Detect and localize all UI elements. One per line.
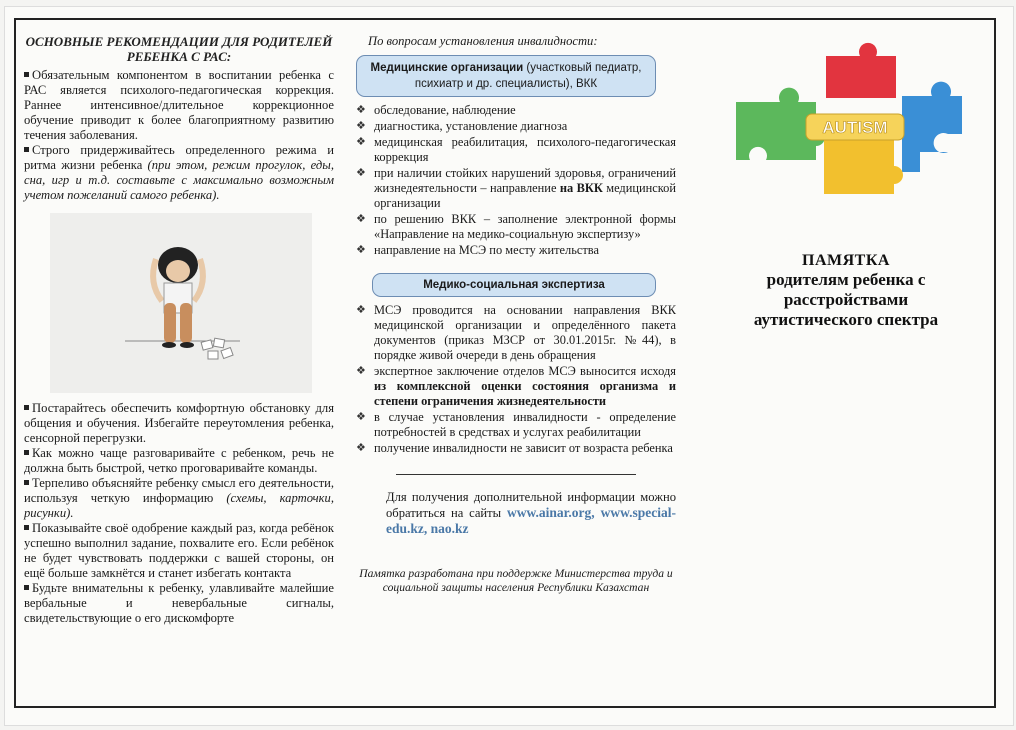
paragraph-2: Строго придерживайтесь определенного режима и ритма жизни ребенка (при этом, режим прогулок, еды, сна, игр и т.д. составьте с максимально возможным учетом пожеланий самого ребенка). (24, 143, 334, 202)
paragraph-1: Обязательным компонентом в воспитании ребенка с РАС является психолого-педагогическая коррекция. Раннее интенсивное/длительное коррекционное обучение приводит к более благоприятному развитию течения заболевания. (24, 68, 334, 142)
brochure-title (726, 252, 966, 330)
child-illustration (50, 213, 312, 393)
title-subtitle: родителям ребенка с расстройствами аутистического спектра (753, 270, 939, 329)
list-item: ❖ по решению ВКК – заполнение электронной формы «Направление на медико-социальную экспертизу» (356, 212, 676, 241)
list-item: ❖ экспертное заключение отделов МСЭ выносится исходя из комплексной оценки состояния организма и степени ограничения жизнедеятельности (356, 364, 676, 408)
list-item: ❖ при наличии стойких нарушений здоровья, ограничений жизнедеятельности – направление на ВКК медицинской организации (356, 166, 676, 210)
diamond-bullet-icon: ❖ (356, 244, 366, 256)
list-item: ❖ получение инвалидности не зависит от возраста ребенка (356, 441, 673, 455)
paragraph-4: Как можно чаще разговаривайте с ребенком, речь не должна быть быстрой, четко проговаривайте команды. (24, 446, 334, 475)
left-panel (14, 18, 344, 708)
diamond-bullet-icon: ❖ (356, 104, 366, 116)
mse-box: Медико-социальная экспертиза (372, 273, 656, 297)
list-item: ❖ направление на МСЭ по месту жительства (356, 243, 599, 257)
square-bullet-icon (24, 525, 29, 530)
diamond-bullet-icon: ❖ (356, 120, 366, 132)
list-item: ❖ диагностика, установление диагноза (356, 119, 568, 133)
divider (396, 474, 636, 475)
more-info: Для получения дополнительной информации можно обратиться на сайты www.ainar.org, www.special-edu.kz, nao.kz (386, 490, 676, 536)
square-bullet-icon (24, 585, 29, 590)
website-links[interactable]: www.ainar.org, www.special-edu.kz, nao.kz (386, 505, 676, 536)
diamond-bullet-icon: ❖ (356, 442, 366, 454)
paragraph-5: Терпеливо объясняйте ребенку смысл его деятельности, используя четкую информацию (схемы, карточки, рисунки). (24, 476, 335, 520)
paragraph-3: Постарайтесь обеспечить комфортную обстановку для общения и обучения. Избегайте переутомления ребенка, сенсорной перегрузки. (24, 401, 334, 445)
diamond-bullet-icon: ❖ (356, 167, 366, 179)
mse-list (356, 303, 676, 456)
logo-text: AUTISM (822, 118, 888, 137)
medical-orgs-list (356, 103, 676, 258)
autism-logo (726, 34, 966, 204)
middle-panel (344, 18, 686, 708)
list-item: ❖ МСЭ проводится на основании направления ВКК медицинской организации и определённого пакета документов (приказ МЗСР от 30.01.2015г. №44), в порядке живой очереди в день обращения (356, 303, 676, 362)
diamond-bullet-icon: ❖ (356, 411, 366, 423)
diamond-bullet-icon: ❖ (356, 213, 366, 225)
square-bullet-icon (24, 72, 29, 77)
paragraph-7: Будьте внимательны к ребенку, улавливайте малейшие вербальные и невербальные сигналы, свидетельствующие о его дискомфорте (24, 581, 334, 625)
right-panel (686, 18, 996, 708)
list-item: ❖ обследование, наблюдение (356, 103, 516, 117)
footer-note: Памятка разработана при поддержке Министерства труда и социальной защиты населения Республики Казахстан (359, 567, 673, 594)
square-bullet-icon (24, 405, 29, 410)
square-bullet-icon (24, 450, 29, 455)
diamond-bullet-icon: ❖ (356, 304, 366, 316)
title-pamyatka: ПАМЯТКА (802, 252, 890, 269)
diamond-bullet-icon: ❖ (356, 136, 366, 148)
list-item: ❖ в случае установления инвалидности - определение потребностей в средствах и услугах реабилитации (356, 410, 676, 439)
disability-intro: По вопросам установления инвалидности: (368, 34, 598, 48)
paragraph-6: Показывайте своё одобрение каждый раз, когда ребёнок успешно выполнил задание, похвалите его. Если ребёнок не будет чувствовать поддержки с вашей стороны, он ещё больше замкнётся и станет избегать контакта (24, 521, 334, 580)
medical-orgs-box: Медицинские организации (участковый педиатр, психиатр и др. специалисты), ВКК (356, 55, 656, 97)
recommendations-heading: ОСНОВНЫЕ РЕКОМЕНДАЦИИ ДЛЯ РОДИТЕЛЕЙ РЕБЕНКА С РАС: (25, 34, 333, 64)
square-bullet-icon (24, 147, 29, 152)
list-item: ❖ медицинская реабилитация, психолого-педагогическая коррекция (356, 135, 676, 164)
square-bullet-icon (24, 480, 29, 485)
diamond-bullet-icon: ❖ (356, 365, 366, 377)
